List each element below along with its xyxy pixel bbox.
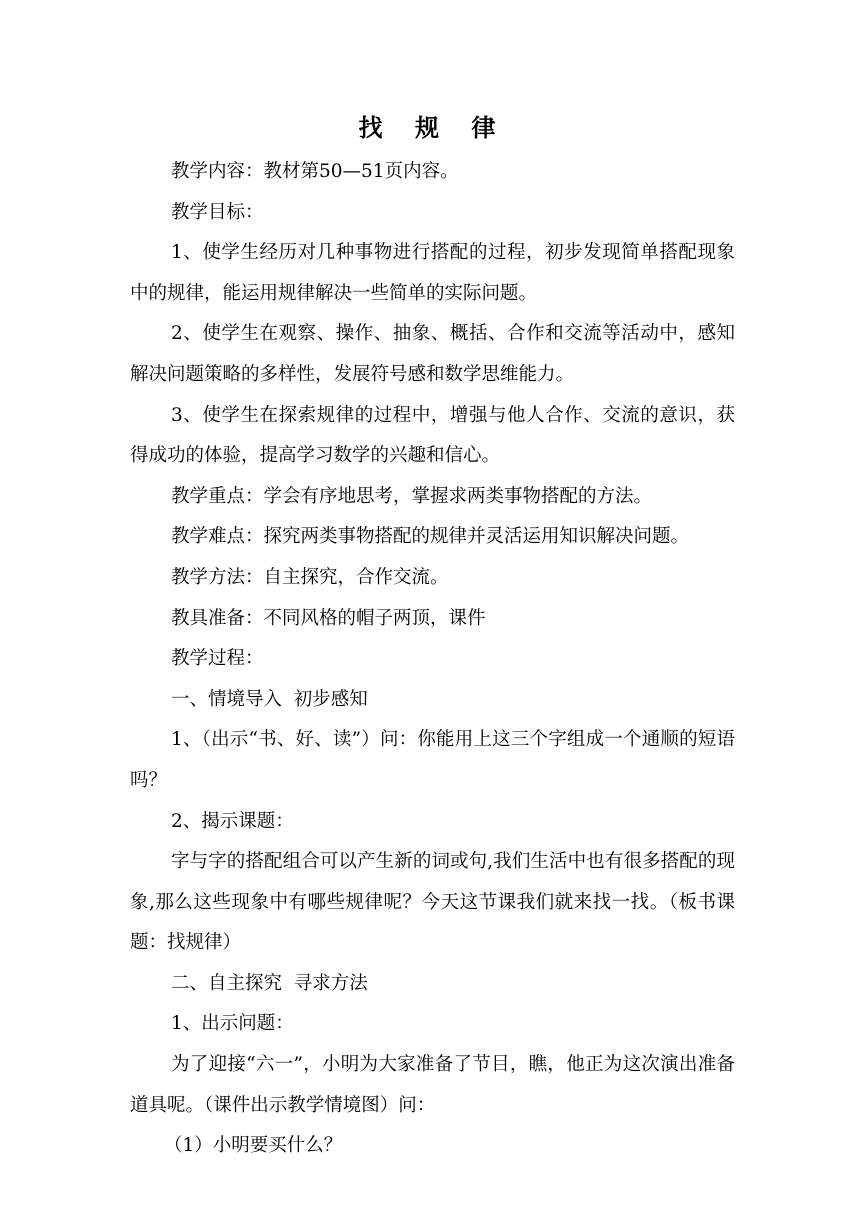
paragraph-method: 教学方法：自主探究，合作交流。 xyxy=(171,566,449,588)
paragraph-difficulty: 教学难点：探究两类事物搭配的规律并灵活运用知识解决问题。 xyxy=(171,526,690,548)
paragraph-materials: 教具准备：不同风格的帽子两顶，课件 xyxy=(171,607,486,629)
paragraph-step-1: 1、（出示“书、好、读”）问：你能用上这三个字组成一个通顺的短语吗？ xyxy=(130,729,735,791)
document-body xyxy=(130,152,735,1167)
paragraph-goal-2: 2、使学生在观察、操作、抽象、概括、合作和交流等活动中，感知解决问题策略的多样性，发展符号感和数学思维能力。 xyxy=(130,323,735,385)
paragraph-teaching-content: 教学内容：教材第50—51页内容。 xyxy=(171,161,459,182)
paragraph-key-point: 教学重点：学会有序地思考，掌握求两类事物搭配的方法。 xyxy=(171,485,653,507)
document-title: 找 规 律 xyxy=(358,113,508,142)
paragraph-goal-1: 1、使学生经历对几种事物进行搭配的过程，初步发现简单搭配现象中的规律，能运用规律解决一些简单的实际问题。 xyxy=(130,242,735,304)
section-heading-2: 二、自主探究 寻求方法 xyxy=(171,972,368,994)
paragraph-goal-3: 3、使学生在探索规律的过程中，增强与他人合作、交流的意识，获得成功的体验，提高学习数学的兴趣和信心。 xyxy=(130,404,735,467)
paragraph-teaching-goals-heading: 教学目标： xyxy=(171,201,264,223)
paragraph-intro-text: 字与字的搭配组合可以产生新的词或句,我们生活中也有很多搭配的现象,那么这些现象中有哪些规律呢？今天这节课我们就来找一找。（板书课题：找规律） xyxy=(130,851,735,954)
paragraph-step-2: 2、揭示课题： xyxy=(171,810,294,832)
paragraph-question-1: （1）小明要买什么？ xyxy=(164,1135,343,1157)
paragraph-show-question: 1、出示问题： xyxy=(171,1013,294,1035)
paragraph-process-heading: 教学过程： xyxy=(171,648,264,670)
section-heading-1: 一、情境导入 初步感知 xyxy=(171,688,368,710)
paragraph-scenario: 为了迎接“六一”，小明为大家准备了节目，瞧，他正为这次演出准备道具呢。（课件出示教学情境图）问： xyxy=(130,1054,735,1116)
